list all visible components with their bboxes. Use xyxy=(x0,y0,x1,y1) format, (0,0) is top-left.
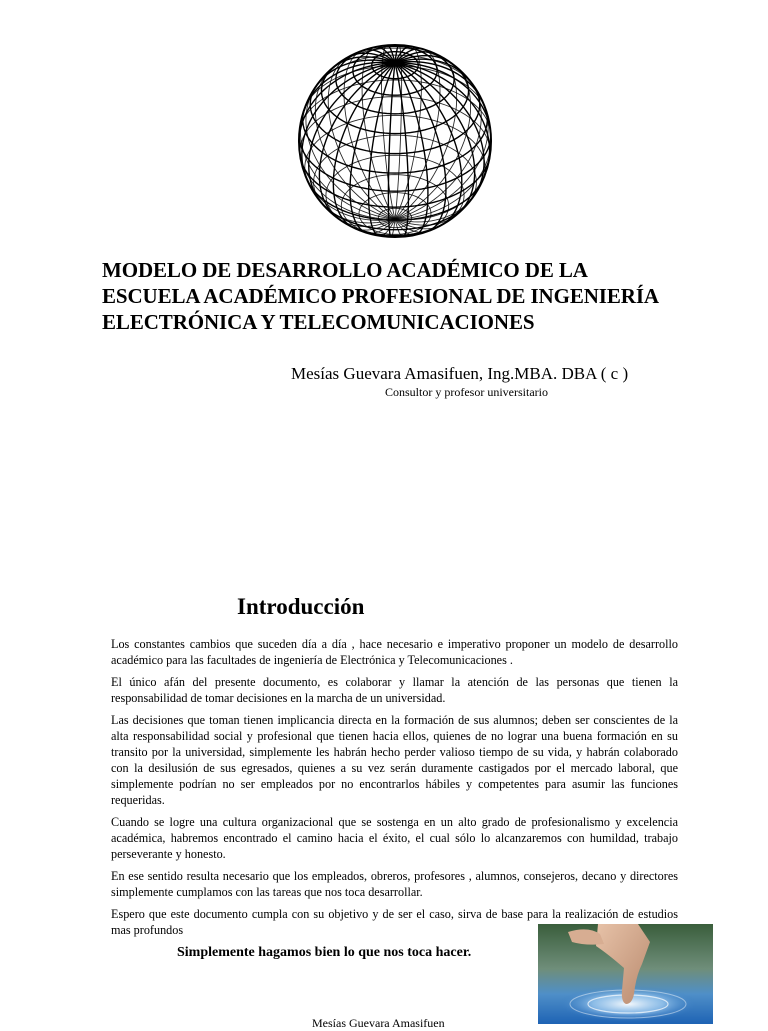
paragraph: Las decisiones que toman tienen implicancia directa en la formación de sus alumnos; deben ser conscientes de la alta responsabilidad social y profesional que tienen hacia ellos, quienes de no lograr una buena formación en su transito por la universidad, simplemente les habrán hecho perder valioso tiempo de su vida, y habrán colaborado con la desilusión de sus egresados, quienes a su vez serán duramente castigados por el mercado laboral, que simplemente podrían no ser empleados por no encontrarlos hábiles y competentes para asumir las funciones requeridas. xyxy=(111,713,678,807)
intro-body xyxy=(111,636,678,944)
paragraph: En ese sentido resulta necesario que los empleados, obreros, profesores , alumnos, consejeros, decano y directores simplemente cumplamos con las tareas que nos toca desarrollar. xyxy=(111,869,678,899)
paragraph: Espero que este documento cumpla con su objetivo y de ser el caso, sirva de base para la realización de estudios mas profundos xyxy=(111,907,678,937)
paragraph: El único afán del presente documento, es colaborar y llamar la atención de las personas que tienen la responsabilidad de tomar decisiones en la marcha de un universidad. xyxy=(111,675,678,705)
title-line-2: ESCUELA ACADÉMICO PROFESIONAL DE INGENIERÍA xyxy=(102,284,659,308)
title-line-1: MODELO DE DESARROLLO ACADÉMICO DE LA xyxy=(102,258,588,282)
document-title xyxy=(102,257,702,335)
signature-line: Mesías Guevara Amasifuen xyxy=(312,1016,445,1030)
paragraph: Los constantes cambios que suceden día a día , hace necesario e imperativo proponer un modelo de desarrollo académico para las facultades de ingeniería de Electrónica y Telecomunicaciones . xyxy=(111,637,678,667)
intro-heading: Introducción xyxy=(237,594,365,619)
finger-touching-water-image xyxy=(538,924,713,1024)
slogan: Simplemente hagamos bien lo que nos toca hacer. xyxy=(177,945,472,960)
title-line-3: ELECTRÓNICA Y TELECOMUNICACIONES xyxy=(102,310,535,334)
author-name: Mesías Guevara Amasifuen, Ing.MBA. DBA ( c ) xyxy=(291,364,629,383)
author-role: Consultor y profesor universitario xyxy=(385,385,548,399)
paragraph: Cuando se logre una cultura organizacional que se sostenga en un alto grado de profesionalismo y excelencia académica, habremos encontrado el camino hacia el éxito, el cual sólo lo alcanzaremos con humildad, trabajo perseverante y honesto. xyxy=(111,815,678,861)
wireframe-globe-image xyxy=(296,42,494,240)
